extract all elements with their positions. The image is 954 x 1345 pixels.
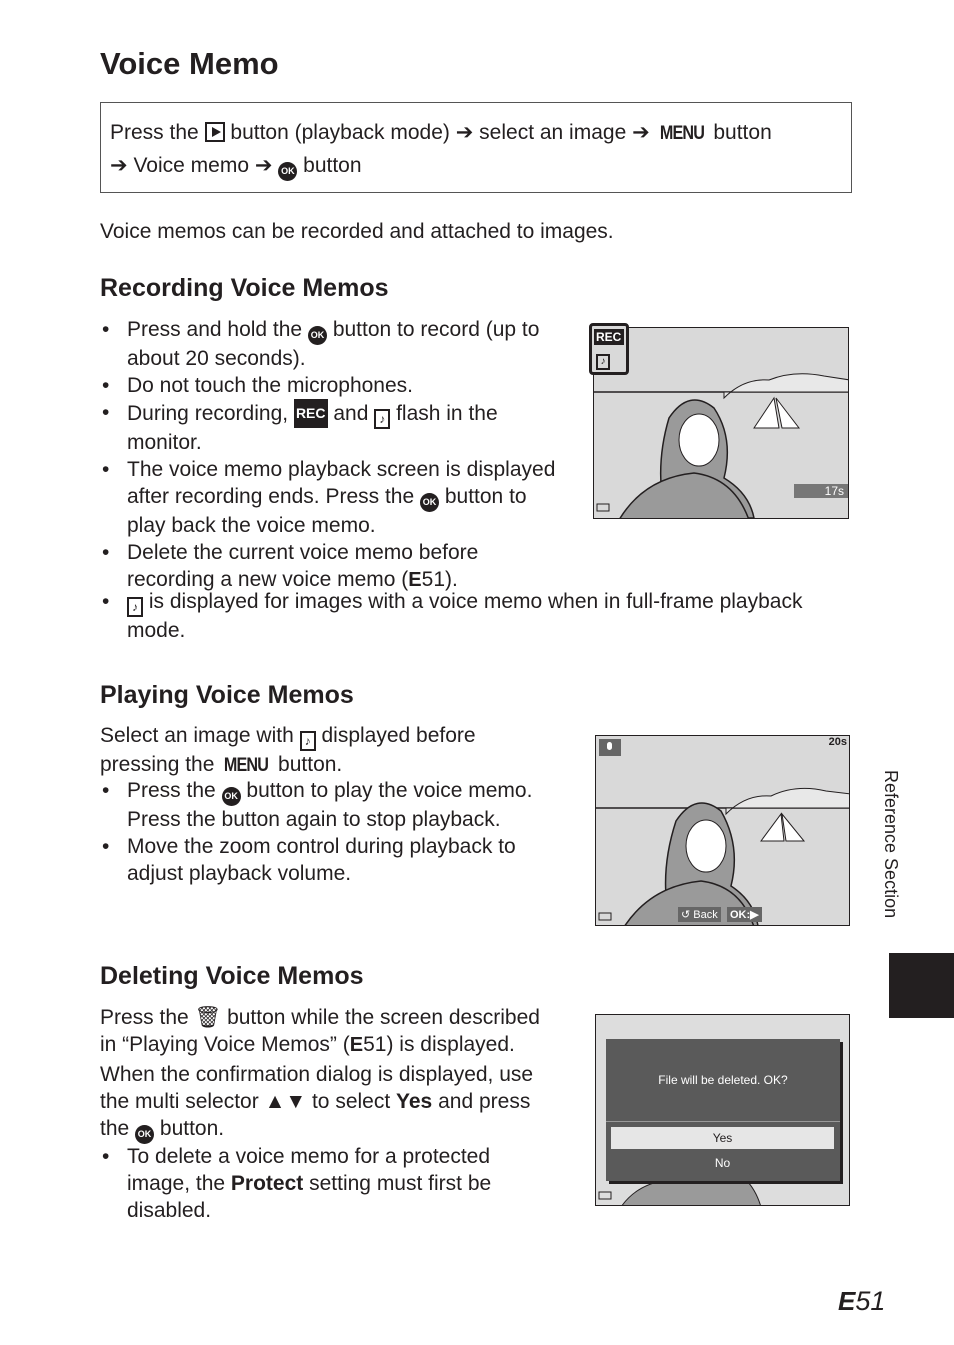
nav-text: Press the (110, 121, 199, 144)
voice-memo-icon: ♪ (596, 354, 610, 370)
section-heading-deleting: Deleting Voice Memos (100, 962, 364, 990)
scene-illustration (596, 736, 850, 926)
scene-illustration (594, 328, 849, 519)
list-item: • ♪ is displayed for images with a voice memo when in full-frame playback mode. (100, 588, 850, 644)
nav-text: Voice memo (133, 154, 250, 177)
page-title: Voice Memo (100, 46, 279, 81)
playing-list (100, 777, 560, 887)
dialog-no-option[interactable]: No (714, 1156, 731, 1170)
ok-button-icon: OK (222, 787, 241, 806)
list-item: • To delete a voice memo for a protected image, the Protect setting must first be disabled. (100, 1143, 530, 1224)
list-item: • Move the zoom control during playback to adjust playback volume. (100, 833, 560, 887)
deleting-para-2: When the confirmation dialog is displayed, use the multi selector ▲▼ to select Yes and press the OK button. (100, 1061, 560, 1144)
deleting-list (100, 1143, 530, 1224)
reference-icon: E (838, 1286, 856, 1316)
trash-icon: 🗑 (194, 1006, 222, 1029)
ok-button-icon: OK (308, 326, 327, 345)
ok-button-icon: OK (278, 162, 297, 181)
playing-intro: Select an image with ♪ displayed before pressing the MENU button. (100, 722, 540, 779)
arrow-icon: ➔ (632, 121, 650, 144)
back-button[interactable]: ↺ Back (678, 907, 721, 922)
recording-screen-illustration (593, 327, 849, 519)
rec-indicator (589, 323, 629, 375)
list-item: • Do not touch the microphones. (100, 372, 570, 399)
nav-line-2 (110, 150, 842, 182)
section-tab-marker (889, 953, 954, 1018)
section-heading-playing: Playing Voice Memos (100, 681, 354, 709)
recording-time: 17s (824, 484, 844, 498)
nav-line-1 (110, 117, 842, 150)
dialog-message: File will be deleted. OK? (658, 1073, 788, 1087)
arrow-icon: ➔ (254, 154, 273, 177)
voice-memo-icon: ♪ (127, 597, 143, 617)
voice-memo-icon: ♪ (374, 409, 390, 429)
section-heading-recording: Recording Voice Memos (100, 274, 389, 302)
confirm-dialog (606, 1039, 840, 1181)
page-number: E51 (838, 1286, 886, 1316)
navigation-box (100, 102, 852, 193)
ok-button-icon: OK (420, 493, 439, 512)
nav-text: button (303, 154, 362, 177)
recording-list-cont (100, 588, 850, 644)
rec-icon: REC (294, 399, 328, 428)
reference-icon: E (408, 569, 422, 591)
playback-screen-illustration (595, 735, 850, 926)
nav-text: button (playback mode) (230, 121, 450, 144)
deleting-para-1: Press the 🗑 button while the screen described in “Playing Voice Memos” (E51) is displayed. (100, 1006, 540, 1056)
menu-button-icon: MENU (224, 755, 269, 776)
arrow-icon: ➔ (455, 121, 474, 144)
rec-icon: REC (594, 329, 624, 345)
playback-time: 20s (828, 736, 847, 748)
menu-button-icon: MENU (659, 123, 704, 144)
list-item: • During recording, REC and ♪ flash in the monitor. (100, 399, 570, 456)
list-item: • Press the OK button to play the voice memo. Press the button again to stop playback. (100, 777, 560, 833)
voice-memo-icon: ♪ (300, 731, 316, 751)
ok-button-icon: OK (135, 1125, 154, 1144)
delete-screen-illustration (595, 1014, 850, 1206)
recording-list (100, 316, 570, 594)
ok-play-hint: OK:▶ (727, 907, 762, 922)
reference-icon: E (349, 1034, 364, 1056)
nav-text: button (713, 121, 772, 144)
list-item: • Delete the current voice memo before recording a new voice memo (E51). (100, 539, 517, 594)
intro-text: Voice memos can be recorded and attached to images. (100, 220, 614, 243)
playback-button-icon (205, 122, 225, 142)
list-item: • The voice memo playback screen is displayed after recording ends. Press the OK button to play back the voice memo. (100, 456, 570, 539)
arrow-icon: ➔ (110, 154, 128, 177)
dialog-yes-option[interactable]: Yes (611, 1127, 834, 1149)
nav-text: select an image (479, 121, 627, 144)
section-side-label: Reference Section (881, 770, 901, 919)
list-item: • Press and hold the OK button to record (up to about 20 seconds). (100, 316, 570, 372)
